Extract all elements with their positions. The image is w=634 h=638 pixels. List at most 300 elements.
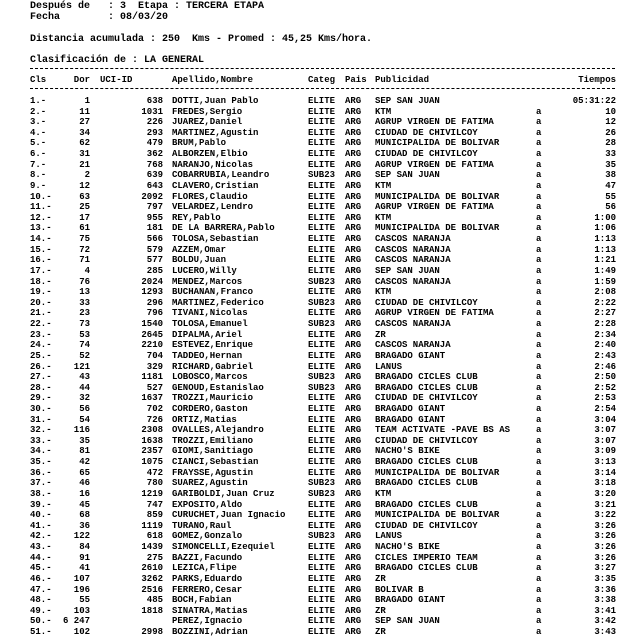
row-category: ELITE: [308, 435, 336, 446]
row-category: ELITE: [308, 265, 336, 276]
row-team: BRAGADO GIANT: [375, 403, 446, 414]
col-uci: UCI-ID: [100, 75, 133, 85]
table-row: [0, 393, 634, 404]
row-team: CASCOS NARANJA: [375, 234, 451, 245]
row-uci-id: 527: [146, 382, 163, 393]
row-uci-id: 1818: [141, 605, 163, 616]
row-category: ELITE: [308, 425, 336, 436]
row-country: ARG: [345, 234, 362, 245]
stage-info: Después de : 3 Etapa : TERCERA ETAPA: [30, 1, 265, 12]
row-rider-name: NARANJO,Nicolas: [172, 159, 254, 170]
row-rider-name: PARKS,Eduardo: [172, 573, 243, 584]
row-team: MUNICIPALIDA DE BOLIVAR: [375, 510, 500, 521]
table-row: [0, 553, 634, 564]
row-category: ELITE: [308, 149, 336, 160]
row-dorsal: 61: [79, 223, 90, 234]
row-team: LANUS: [375, 361, 403, 372]
row-cls: 32.-: [30, 425, 52, 436]
row-team: BRAGADO GIANT: [375, 350, 446, 361]
row-time: 3:26: [594, 552, 616, 563]
table-row: [0, 606, 634, 617]
row-uci-id: 3262: [141, 573, 163, 584]
table-row: [0, 489, 634, 500]
row-dorsal: 102: [73, 627, 90, 637]
row-country: ARG: [345, 244, 362, 255]
row-uci-id: 2516: [141, 584, 163, 595]
row-rider-name: CIANCI,Sebastian: [172, 457, 259, 468]
row-gap-marker: a: [536, 202, 542, 213]
row-category: ELITE: [308, 212, 336, 223]
row-country: ARG: [345, 276, 362, 287]
row-time: 1:49: [594, 265, 616, 276]
row-dorsal: 46: [79, 478, 90, 489]
row-cls: 28.-: [30, 382, 52, 393]
row-dorsal: 33: [79, 297, 90, 308]
row-rider-name: LOBOSCO,Marcos: [172, 372, 248, 383]
row-cls: 11.-: [30, 202, 52, 213]
row-rider-name: TROZZI,Emiliano: [172, 435, 254, 446]
row-category: ELITE: [308, 510, 336, 521]
row-uci-id: 362: [146, 149, 163, 160]
row-cls: 47.-: [30, 584, 52, 595]
row-category: ELITE: [308, 117, 336, 128]
row-gap-marker: a: [536, 520, 542, 531]
row-dorsal: 84: [79, 542, 90, 553]
row-dorsal: 62: [79, 138, 90, 149]
row-team: NACHO'S BIKE: [375, 542, 440, 553]
row-category: ELITE: [308, 627, 336, 637]
row-uci-id: 296: [146, 297, 163, 308]
row-country: ARG: [345, 159, 362, 170]
row-uci-id: 2092: [141, 191, 163, 202]
row-uci-id: 577: [146, 255, 163, 266]
row-rider-name: GENOUD,Estanislao: [172, 382, 264, 393]
row-uci-id: 285: [146, 265, 163, 276]
row-time: 3:09: [594, 446, 616, 457]
row-gap-marker: a: [536, 223, 542, 234]
row-time: 1:59: [594, 276, 616, 287]
row-rider-name: GARIBOLDI,Juan Cruz: [172, 488, 275, 499]
row-team: KTM: [375, 212, 392, 223]
row-time: 1:21: [594, 255, 616, 266]
row-team: BRAGADO CICLES CLUB: [375, 563, 478, 574]
row-uci-id: 1181: [141, 372, 163, 383]
row-team: KTM: [375, 180, 392, 191]
row-country: ARG: [345, 149, 362, 160]
row-team: SEP SAN JUAN: [375, 265, 440, 276]
table-row: [0, 192, 634, 203]
row-uci-id: 859: [146, 510, 163, 521]
row-cls: 20.-: [30, 297, 52, 308]
row-time: 1:00: [594, 212, 616, 223]
row-uci-id: 1119: [141, 520, 163, 531]
row-rider-name: TADDEO,Hernan: [172, 350, 243, 361]
col-name: Apellido,Nombre: [172, 75, 254, 85]
row-cls: 5.-: [30, 138, 47, 149]
row-cls: 8.-: [30, 170, 47, 181]
row-time: 2:50: [594, 372, 616, 383]
row-country: ARG: [345, 605, 362, 616]
row-category: ELITE: [308, 393, 336, 404]
row-category: SUB23: [308, 478, 336, 489]
table-row: [0, 255, 634, 266]
row-uci-id: 638: [146, 96, 163, 106]
row-gap-marker: a: [536, 382, 542, 393]
table-row: [0, 404, 634, 415]
row-dorsal: 76: [79, 276, 90, 287]
row-rider-name: DE LA BARRERA,Pablo: [172, 223, 275, 234]
row-country: ARG: [345, 106, 362, 117]
row-team: BRAGADO GIANT: [375, 595, 446, 606]
row-team: CASCOS NARANJA: [375, 244, 451, 255]
table-row: [0, 160, 634, 171]
row-gap-marker: a: [536, 393, 542, 404]
row-gap-marker: a: [536, 319, 542, 330]
row-gap-marker: a: [536, 117, 542, 128]
row-time: 3:18: [594, 478, 616, 489]
row-time: 3:36: [594, 584, 616, 595]
row-team: CASCOS NARANJA: [375, 319, 451, 330]
row-dorsal: 65: [79, 467, 90, 478]
row-country: ARG: [345, 627, 362, 637]
row-time: 33: [605, 149, 616, 160]
row-gap-marker: a: [536, 446, 542, 457]
row-dorsal: 71: [79, 255, 90, 266]
row-uci-id: 1637: [141, 393, 163, 404]
row-cls: 2.-: [30, 106, 47, 117]
row-team: CICLES IMPERIO TEAM: [375, 552, 478, 563]
table-row: [0, 478, 634, 489]
row-cls: 35.-: [30, 457, 52, 468]
row-time: 3:42: [594, 616, 616, 627]
row-country: ARG: [345, 255, 362, 266]
table-row: [0, 362, 634, 373]
row-category: ELITE: [308, 457, 336, 468]
table-row: [0, 542, 634, 553]
row-rider-name: SINATRA,Matias: [172, 605, 248, 616]
row-uci-id: 643: [146, 180, 163, 191]
row-cls: 16.-: [30, 255, 52, 266]
table-row: [0, 500, 634, 511]
row-uci-id: 639: [146, 170, 163, 181]
row-cls: 3.-: [30, 117, 47, 128]
row-dorsal: 6 247: [62, 616, 90, 627]
row-uci-id: 566: [146, 234, 163, 245]
row-dorsal: 11: [79, 106, 90, 117]
row-country: ARG: [345, 563, 362, 574]
row-category: ELITE: [308, 542, 336, 553]
row-category: SUB23: [308, 531, 336, 542]
row-cls: 14.-: [30, 234, 52, 245]
table-row: [0, 446, 634, 457]
row-team: TEAM ACTIVATE -PAVE BS AS: [375, 425, 511, 436]
row-country: ARG: [345, 180, 362, 191]
row-rider-name: BOCH,Fabian: [172, 595, 232, 606]
row-uci-id: 275: [146, 552, 163, 563]
row-country: ARG: [345, 297, 362, 308]
row-category: ELITE: [308, 96, 336, 106]
row-dorsal: 17: [79, 212, 90, 223]
row-category: ELITE: [308, 403, 336, 414]
row-uci-id: 2645: [141, 329, 163, 340]
row-team: AGRUP VIRGEN DE FATIMA: [375, 159, 494, 170]
row-cls: 12.-: [30, 212, 52, 223]
row-gap-marker: a: [536, 605, 542, 616]
row-team: CASCOS NARANJA: [375, 276, 451, 287]
row-rider-name: BOLDU,Juan: [172, 255, 227, 266]
row-time: 2:40: [594, 340, 616, 351]
row-dorsal: 4: [84, 265, 90, 276]
row-category: ELITE: [308, 287, 336, 298]
row-gap-marker: a: [536, 244, 542, 255]
row-category: SUB23: [308, 382, 336, 393]
row-time: 3:43: [594, 627, 616, 637]
row-category: ELITE: [308, 563, 336, 574]
row-rider-name: LUCERO,Willy: [172, 265, 237, 276]
row-uci-id: 1075: [141, 457, 163, 468]
row-time: 2:54: [594, 403, 616, 414]
row-country: ARG: [345, 478, 362, 489]
row-team: BRAGADO CICLES CLUB: [375, 372, 478, 383]
row-rider-name: TROZZI,Mauricio: [172, 393, 254, 404]
row-uci-id: 1293: [141, 287, 163, 298]
row-team: AGRUP VIRGEN DE FATIMA: [375, 202, 494, 213]
table-row: [0, 521, 634, 532]
row-cls: 30.-: [30, 403, 52, 414]
row-gap-marker: a: [536, 499, 542, 510]
row-rider-name: FREDES,Sergio: [172, 106, 243, 117]
row-uci-id: 2308: [141, 425, 163, 436]
table-row: [0, 149, 634, 160]
table-row: [0, 287, 634, 298]
row-category: ELITE: [308, 350, 336, 361]
row-country: ARG: [345, 372, 362, 383]
row-rider-name: SUAREZ,Agustin: [172, 478, 248, 489]
row-rider-name: PEREZ,Ignacio: [172, 616, 243, 627]
row-time: 3:04: [594, 414, 616, 425]
row-rider-name: TURANO,Raul: [172, 520, 232, 531]
row-dorsal: 36: [79, 520, 90, 531]
row-category: ELITE: [308, 159, 336, 170]
row-gap-marker: a: [536, 595, 542, 606]
row-category: ELITE: [308, 446, 336, 457]
row-gap-marker: a: [536, 191, 542, 202]
row-uci-id: 1638: [141, 435, 163, 446]
row-time: 3:07: [594, 425, 616, 436]
table-row: [0, 234, 634, 245]
row-category: ELITE: [308, 573, 336, 584]
row-cls: 36.-: [30, 467, 52, 478]
row-uci-id: 2210: [141, 340, 163, 351]
row-country: ARG: [345, 584, 362, 595]
row-gap-marker: a: [536, 308, 542, 319]
row-rider-name: TOLOSA,Sebastian: [172, 234, 259, 245]
row-cls: 18.-: [30, 276, 52, 287]
row-country: ARG: [345, 531, 362, 542]
row-team: CIUDAD DE CHIVILCOY: [375, 435, 478, 446]
table-row: [0, 436, 634, 447]
row-dorsal: 31: [79, 149, 90, 160]
table-row: [0, 457, 634, 468]
row-dorsal: 1: [84, 96, 90, 106]
row-country: ARG: [345, 382, 362, 393]
row-country: ARG: [345, 403, 362, 414]
row-team: CASCOS NARANJA: [375, 255, 451, 266]
row-dorsal: 32: [79, 393, 90, 404]
row-rider-name: BOZZINI,Adrian: [172, 627, 248, 637]
col-cls: Cls: [30, 75, 47, 85]
row-country: ARG: [345, 117, 362, 128]
row-category: SUB23: [308, 372, 336, 383]
row-gap-marker: a: [536, 138, 542, 149]
row-gap-marker: a: [536, 329, 542, 340]
row-rider-name: JUAREZ,Daniel: [172, 117, 243, 128]
distance-info: Distancia acumulada : 250 Kms - Promed : 45,25 Kms/hora.: [30, 34, 373, 45]
table-row: [0, 170, 634, 181]
row-cls: 37.-: [30, 478, 52, 489]
header-rule: [30, 88, 615, 89]
row-gap-marker: a: [536, 276, 542, 287]
table-row: [0, 574, 634, 585]
row-rider-name: AZZEM,Omar: [172, 244, 227, 255]
row-time: 2:34: [594, 329, 616, 340]
row-gap-marker: a: [536, 478, 542, 489]
row-cls: 1.-: [30, 96, 47, 106]
table-row: [0, 223, 634, 234]
row-dorsal: 2: [84, 170, 90, 181]
row-uci-id: 485: [146, 595, 163, 606]
table-row: [0, 340, 634, 351]
row-uci-id: 181: [146, 223, 163, 234]
table-row: [0, 330, 634, 341]
col-publicidad: Publicidad: [375, 75, 430, 85]
row-gap-marker: a: [536, 616, 542, 627]
row-rider-name: ESTEVEZ,Enrique: [172, 340, 254, 351]
row-dorsal: 53: [79, 329, 90, 340]
row-gap-marker: a: [536, 234, 542, 245]
row-time: 47: [605, 180, 616, 191]
table-row: [0, 245, 634, 256]
row-team: BRAGADO CICLES CLUB: [375, 499, 478, 510]
row-uci-id: 1439: [141, 542, 163, 553]
row-cls: 10.-: [30, 191, 52, 202]
table-row: [0, 468, 634, 479]
row-country: ARG: [345, 96, 362, 106]
row-country: ARG: [345, 202, 362, 213]
row-cls: 13.-: [30, 223, 52, 234]
row-country: ARG: [345, 308, 362, 319]
row-team: CASCOS NARANJA: [375, 340, 451, 351]
row-dorsal: 56: [79, 403, 90, 414]
row-cls: 51.-: [30, 627, 52, 637]
row-country: ARG: [345, 287, 362, 298]
row-country: ARG: [345, 573, 362, 584]
row-cls: 49.-: [30, 605, 52, 616]
table-row: [0, 96, 634, 107]
row-category: ELITE: [308, 308, 336, 319]
col-pais: Pais: [345, 75, 367, 85]
row-time: 2:52: [594, 382, 616, 393]
row-team: CIUDAD DE CHIVILCOY: [375, 393, 478, 404]
row-team: MUNICIPALIDA DE BOLIVAR: [375, 467, 500, 478]
row-team: ZR: [375, 573, 386, 584]
row-uci-id: 747: [146, 499, 163, 510]
row-country: ARG: [345, 488, 362, 499]
row-category: SUB23: [308, 276, 336, 287]
row-cls: 4.-: [30, 127, 47, 138]
row-country: ARG: [345, 138, 362, 149]
row-team: BRAGADO CICLES CLUB: [375, 457, 478, 468]
table-row: [0, 383, 634, 394]
table-row: [0, 128, 634, 139]
row-gap-marker: a: [536, 425, 542, 436]
classification-title: Clasificación de : LA GENERAL: [30, 55, 205, 66]
row-team: CIUDAD DE CHIVILCOY: [375, 149, 478, 160]
row-country: ARG: [345, 457, 362, 468]
table-row: [0, 627, 634, 638]
row-rider-name: ORTIZ,Matias: [172, 414, 237, 425]
row-rider-name: TOLOSA,Emanuel: [172, 319, 248, 330]
row-cls: 9.-: [30, 180, 47, 191]
row-team: ZR: [375, 329, 386, 340]
row-time: 2:46: [594, 361, 616, 372]
row-category: ELITE: [308, 616, 336, 627]
row-country: ARG: [345, 127, 362, 138]
row-uci-id: 2998: [141, 627, 163, 637]
row-time: 1:13: [594, 234, 616, 245]
row-time: 1:13: [594, 244, 616, 255]
col-tiempos: Tiempos: [578, 75, 616, 85]
row-dorsal: 73: [79, 319, 90, 330]
table-row: [0, 425, 634, 436]
row-rider-name: RICHARD,Gabriel: [172, 361, 254, 372]
row-time: 3:26: [594, 520, 616, 531]
row-dorsal: 54: [79, 414, 90, 425]
row-rider-name: GOMEZ,Gonzalo: [172, 531, 243, 542]
row-team: MUNICIPALIDA DE BOLIVAR: [375, 223, 500, 234]
row-rider-name: MENDEZ,Marcos: [172, 276, 243, 287]
row-time: 2:43: [594, 350, 616, 361]
row-time: 3:26: [594, 531, 616, 542]
row-gap-marker: a: [536, 170, 542, 181]
row-category: ELITE: [308, 340, 336, 351]
row-gap-marker: a: [536, 212, 542, 223]
row-dorsal: 34: [79, 127, 90, 138]
row-country: ARG: [345, 467, 362, 478]
row-dorsal: 35: [79, 435, 90, 446]
row-dorsal: 55: [79, 595, 90, 606]
row-category: ELITE: [308, 223, 336, 234]
row-time: 3:22: [594, 510, 616, 521]
row-rider-name: MARTINEZ,Agustin: [172, 127, 259, 138]
row-rider-name: VELARDEZ,Lendro: [172, 202, 254, 213]
row-dorsal: 13: [79, 287, 90, 298]
date-info: Fecha : 08/03/20: [30, 12, 169, 23]
row-category: SUB23: [308, 297, 336, 308]
row-cls: 23.-: [30, 329, 52, 340]
row-dorsal: 196: [73, 584, 90, 595]
row-uci-id: 1031: [141, 106, 163, 117]
row-category: ELITE: [308, 329, 336, 340]
row-cls: 29.-: [30, 393, 52, 404]
row-team: ZR: [375, 605, 386, 616]
table-row: [0, 319, 634, 330]
row-dorsal: 25: [79, 202, 90, 213]
row-dorsal: 74: [79, 340, 90, 351]
row-dorsal: 91: [79, 552, 90, 563]
row-time: 56: [605, 202, 616, 213]
row-rider-name: MARTINEZ,Federico: [172, 297, 264, 308]
